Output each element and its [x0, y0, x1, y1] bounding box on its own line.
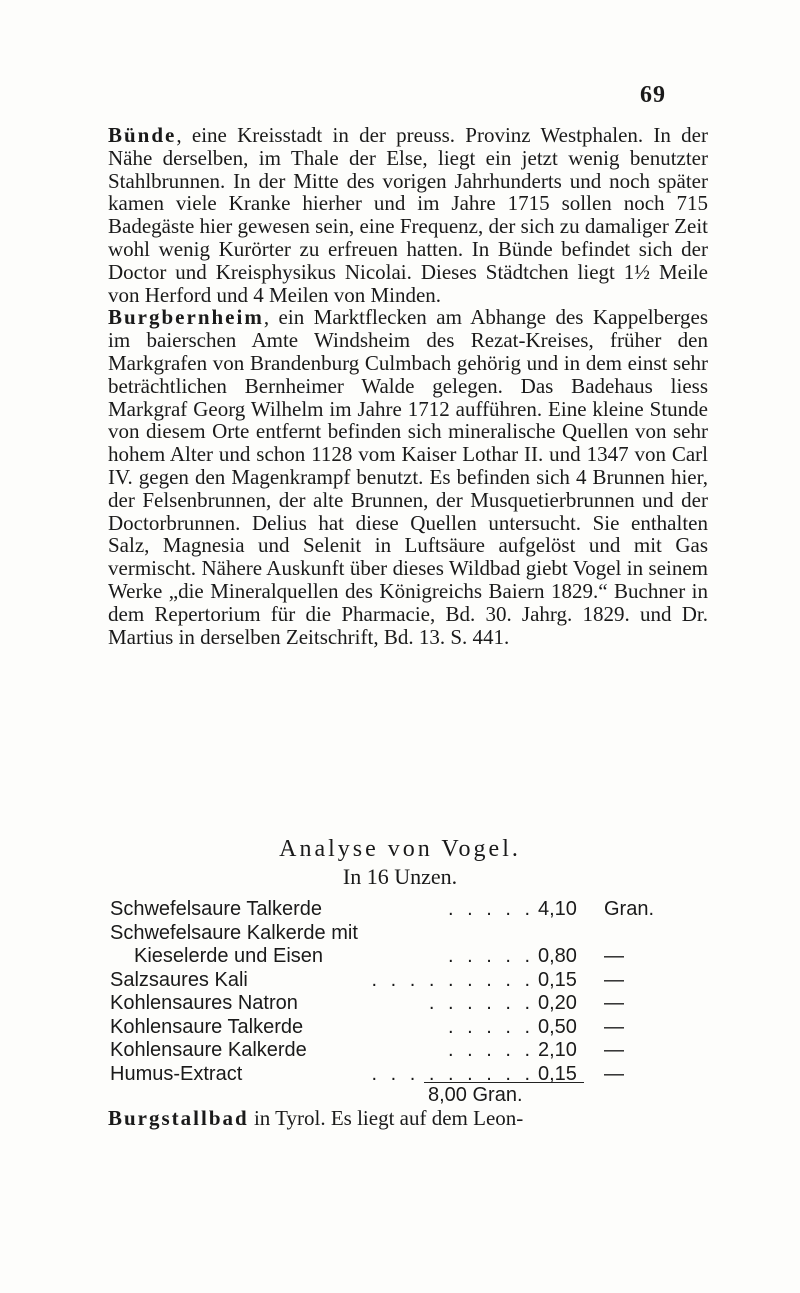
row-unit: —: [604, 1039, 624, 1061]
row-value: 4,10: [538, 898, 577, 920]
analysis-table: [110, 898, 710, 1086]
row-unit: —: [604, 1062, 624, 1085]
sum-unit: Gran.: [472, 1084, 523, 1106]
table-row: [110, 922, 710, 946]
analysis-title: Analyse von Vogel.: [279, 836, 521, 862]
row-label: Schwefelsaure Talkerde: [110, 898, 322, 920]
lemma-buende: Bünde: [108, 123, 177, 147]
row-dots: . . . . . . . . .: [371, 1062, 534, 1085]
row-dots: . . . . .: [447, 1039, 534, 1061]
table-row: [110, 992, 710, 1016]
row-dots: . . . . . .: [428, 992, 534, 1014]
table-row: [110, 1063, 710, 1087]
row-unit: —: [604, 992, 624, 1014]
sum-value: 8,00: [428, 1084, 467, 1106]
row-dots: . . . . .: [447, 1015, 534, 1038]
row-dots: . . . . .: [447, 898, 534, 920]
continuation-line: [108, 1106, 708, 1131]
row-value: 0,15: [538, 1062, 577, 1085]
row-label: Salzsaures Kali: [110, 968, 248, 991]
sum-divider: [424, 1082, 584, 1083]
continuation-text: in Tyrol. Es liegt auf dem Leon-: [248, 1106, 524, 1130]
lemma-burgbernheim: Burgbernheim: [108, 305, 264, 330]
row-unit: —: [604, 968, 624, 991]
row-dots: . . . . . . . . .: [371, 968, 534, 991]
row-value: 0,15: [538, 968, 577, 991]
row-value: 0,80: [538, 945, 577, 967]
lemma-burgstallbad: Burgstallbad: [108, 1106, 249, 1130]
row-value: 0,20: [538, 992, 577, 1014]
table-row: [110, 969, 710, 993]
main-text: [108, 124, 708, 648]
row-label: Kohlensaures Natron: [110, 992, 298, 1014]
page-number: 69: [640, 82, 666, 108]
table-row: [110, 1039, 710, 1063]
analysis-subtitle: In 16 Unzen.: [342, 864, 458, 889]
paragraph-burgbernheim-text: , ein Marktflecken am Abhange des Kappelberges im baierschen Amte Windsheim des Rezat-Kreises, früher den Markgrafen von Brandenburg Culmbach gehörig und in dem einst sehr beträchtlichen Bernheimer Walde gelegen. Das Badehaus liess Markgraf Georg Wilhelm im Jahre 1712 aufführen. Eine kleine Stunde von diesem Orte entfernt befinden sich mineralische Quellen von sehr hohem Alter und schon 1128 vom Kaiser Lothar II. und 1347 von Carl IV. gegen den Magenkrampf benutzt. Es befinden sich 4 Brunnen hier, der Felsenbrunnen, der alte Brunnen, der Musquetierbrunnen und der Doctorbrunnen. Delius hat diese Quellen untersucht. Sie enthalten Salz, Magnesia und Selenit in Luftsäure aufgelöst und mit Gas vermischt. Nähere Auskunft über dieses Wildbad giebt Vogel in seinem Werke „die Mineralquellen des Königreichs Baiern 1829.“ Buchner in dem Repertorium für die Pharmacie, Bd. 30. Jahrg. 1829. und Dr. Martius in derselben Zeitschrift, Bd. 13. S. 441.: [108, 305, 708, 649]
row-value: 2,10: [538, 1039, 577, 1061]
sum-row: [428, 1084, 523, 1107]
paragraph-burgbernheim: [108, 306, 708, 648]
row-label: Kohlensaure Kalkerde: [110, 1039, 307, 1061]
row-dots: . . . . .: [447, 945, 534, 967]
row-unit: Gran.: [604, 898, 655, 920]
row-label: Schwefelsaure Kalkerde mit: [110, 921, 358, 944]
row-value: 0,50: [538, 1015, 577, 1038]
row-unit: —: [604, 1015, 624, 1038]
paragraph-buende: [108, 124, 708, 306]
row-label: Kohlensaure Talkerde: [110, 1015, 304, 1038]
paragraph-buende-text: , eine Kreisstadt in der preuss. Provinz Westphalen. In der Nähe derselben, im Thale der Else, liegt ein jetzt wenig benutzter Stahlbrunnen. In der Mitte des vorigen Jahrhunderts und noch später kamen viele Kranke hierher und im Jahre 1715 sollen noch 715 Badegäste hier gewesen sein, eine Frequenz, der sich zu damaliger Zeit wohl wenig Kurörter zu erfreuen hatten. In Bünde befindet sich der Doctor und Kreisphysikus Nicolai. Dieses Städtchen liegt 1½ Meile von Herford und 4 Meilen von Minden.: [108, 123, 708, 307]
row-label: Kieselerde und Eisen: [134, 945, 324, 967]
row-label: Humus-Extract: [110, 1062, 243, 1085]
row-unit: —: [604, 945, 624, 967]
table-row: [110, 945, 710, 969]
table-row: [110, 898, 710, 922]
table-row: [110, 1016, 710, 1040]
